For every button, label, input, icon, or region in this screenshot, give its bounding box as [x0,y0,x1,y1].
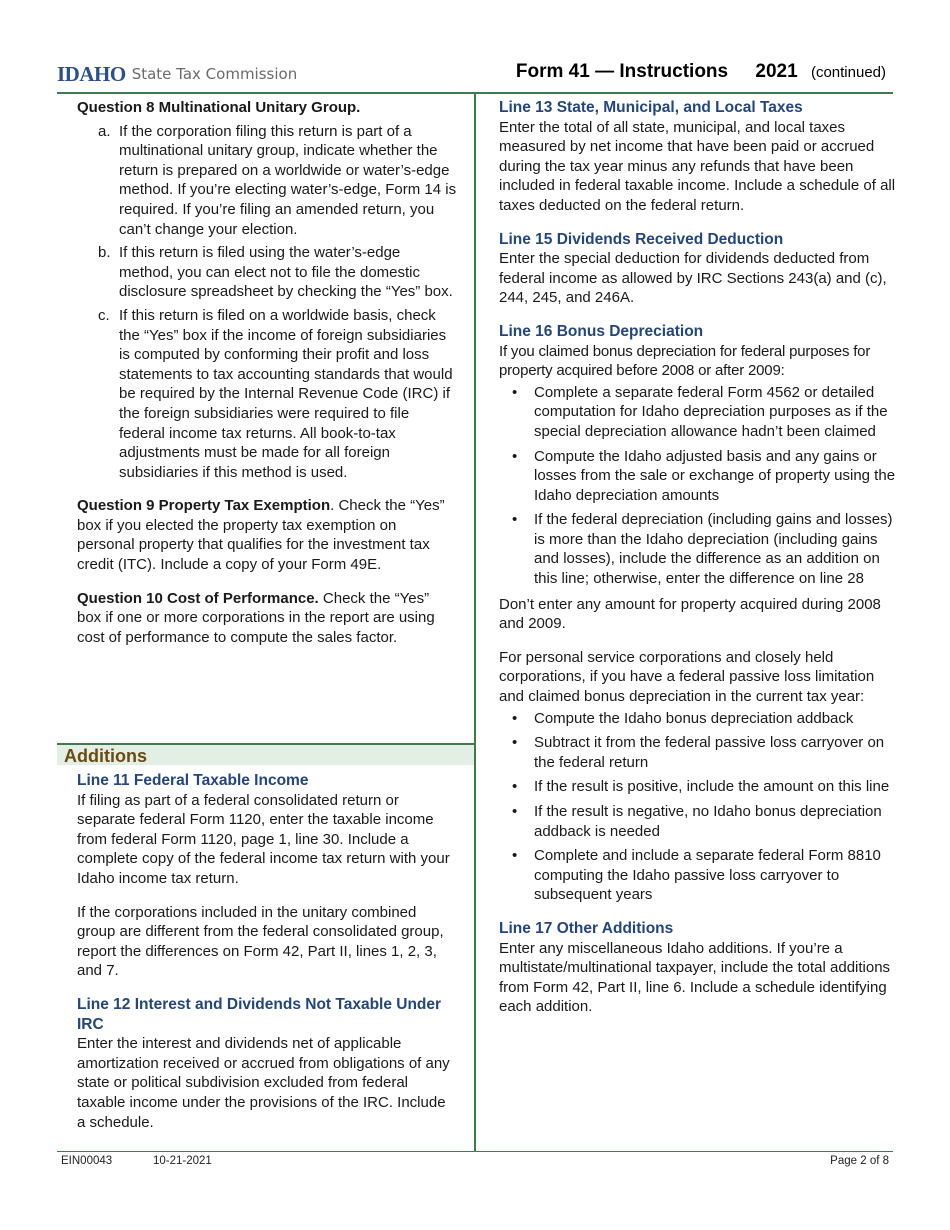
line-16-list [499,383,897,589]
line-12-title: Line 12 Interest and Dividends Not Taxable Under IRC [77,995,442,1033]
line-13-title: Line 13 State, Municipal, and Local Taxes [499,99,803,116]
list-item: c. If this return is filed on a worldwide basis, check the “Yes” box if the income of foreign subsidiaries is computed by conforming their profit and loss statements to tax accounting standards that would be required by the Internal Revenue Code (IRC) if the foreign subsidiaries were required to file federal income tax returns. All book-to-tax adjustments must be made for all foreign subsidiaries if this method is used. [98,306,453,481]
line-13 [499,98,897,216]
page-header [57,58,893,94]
left-column-additions [77,771,457,1146]
question-8 [77,98,457,482]
line-15-title: Line 15 Dividends Received Deduction [499,230,784,248]
revision-date: 10-21-2021 [153,1155,212,1167]
page-number: Page 2 of 8 [830,1155,889,1167]
list-item: • Complete and include a separate federal Form 8810 computing the Idaho passive loss carryover to subsequent years [499,846,897,905]
line-16-title: Line 16 Bonus Depreciation [499,322,704,340]
form-title: Form 41 — Instructions [515,61,729,82]
question-10 [77,589,457,648]
question-9-title: Question 9 Property Tax Exemption [77,497,331,515]
line-17-text: Enter any miscellaneous Idaho additions. If you’re a multistate/multinational taxpayer, include the total additions from Form 42, Part II, line 6. Include a schedule identifying each addition. [499,939,891,1016]
line-11-text-1: If filing as part of a federal consolidated return or separate federal Form 1120, enter the taxable income from federal Form 1120, page 1, line 30. Include a complete copy of the federal income tax return with your Idaho income tax return. [77,791,450,887]
form-code: EIN00043 [61,1155,113,1167]
list-item: b. If this return is filed using the water’s-edge method, you can elect not to file the domestic disclosure spreadsheet by checking the “Yes” box. [98,244,453,301]
line-16-text-2: Don’t enter any amount for property acquired during 2008 and 2009. [499,595,881,633]
question-9 [77,496,457,574]
line-12 [77,995,457,1132]
line-13-text: Enter the total of all state, municipal, and local taxes measured by net income that have been paid or accrued during the tax year minus any refunds that have been included in federal taxable income. Include a schedule of all taxes deducted on the federal return. [499,118,896,214]
line-11-text-2: If the corporations included in the unitary combined group are different from the federal consolidated group, report the differences on Form 42, Part II, lines 1, 2, 3, and 7. [77,903,444,980]
line-16-intro: If you claimed bonus depreciation for federal purposes for property acquired before 2008 or after 2009: [499,342,871,380]
line-15-text: Enter the special deduction for dividends deducted from federal income as allowed by IRC Sections 243(a) and (c), 244, 245, and 246A. [499,250,887,307]
line-15 [499,230,897,308]
column-divider [474,92,476,1152]
question-10-text: Check the “Yes” box if one or more corporations in the report are using cost of performance to compute the sales factor. [77,589,435,646]
line-11-title: Line 11 Federal Taxable Income [77,772,309,789]
list-item: • If the result is positive, include the amount on this line [499,777,897,797]
left-column [77,98,457,661]
line-16-text-3: For personal service corporations and closely held corporations, if you have a federal passive loss limitation and claimed bonus depreciation in the current tax year: [499,648,875,706]
question-10-title: Question 10 Cost of Performance. [77,589,319,607]
list-item: • Subtract it from the federal passive loss carryover on the federal return [499,733,897,772]
continued-label: (continued) [810,64,886,81]
line-17 [499,919,897,1017]
page-title [516,61,886,83]
line-16-list-2 [499,709,897,905]
additions-section-header: Additions [57,743,474,765]
line-16 [499,322,897,905]
logo-text: State Tax Commission [131,65,298,83]
list-item: • Compute the Idaho adjusted basis and any gains or losses from the sale or exchange of property using the Idaho depreciation amounts [499,447,897,506]
list-item: • If the result is negative, no Idaho bonus depreciation addback is needed [499,802,897,841]
form-year: 2021 [755,61,798,82]
question-9-text: . Check the “Yes” box if you elected the property tax exemption on personal property that qualifies for the investment tax credit (ITC). Include a copy of your Form 49E. [77,497,445,574]
page-footer [57,1151,893,1167]
idaho-logo [57,62,297,86]
list-item: • If the federal depreciation (including gains and losses) is more than the Idaho depreciation (including gains and losses), include the difference as an addition on this line; otherwise, enter the difference on line 28 [499,510,897,588]
line-12-text: Enter the interest and dividends net of applicable amortization received or accrued from obligations of any state or political subdivision excluded from federal taxable income under the provisions of the IRC. Include a schedule. [77,1035,450,1131]
question-8-list [77,122,457,483]
list-item: a. If the corporation filing this return is part of a multinational unitary group, indicate whether the return is prepared on a worldwide or water’s-edge method. If you’re electing water’s-edge, Form 14 is required. If you’re filing an amended return, you can’t change your election. [98,122,457,238]
list-item: • Complete a separate federal Form 4562 or detailed computation for Idaho depreciation purposes as if the special depreciation allowance hadn’t been claimed [499,383,897,442]
right-column [499,98,897,1031]
line-11 [77,771,457,981]
line-17-title: Line 17 Other Additions [499,919,674,937]
question-8-title: Question 8 Multinational Unitary Group. [77,99,361,116]
list-item: • Compute the Idaho bonus depreciation addback [499,709,897,729]
logo-mark: IDAHO [57,61,126,86]
